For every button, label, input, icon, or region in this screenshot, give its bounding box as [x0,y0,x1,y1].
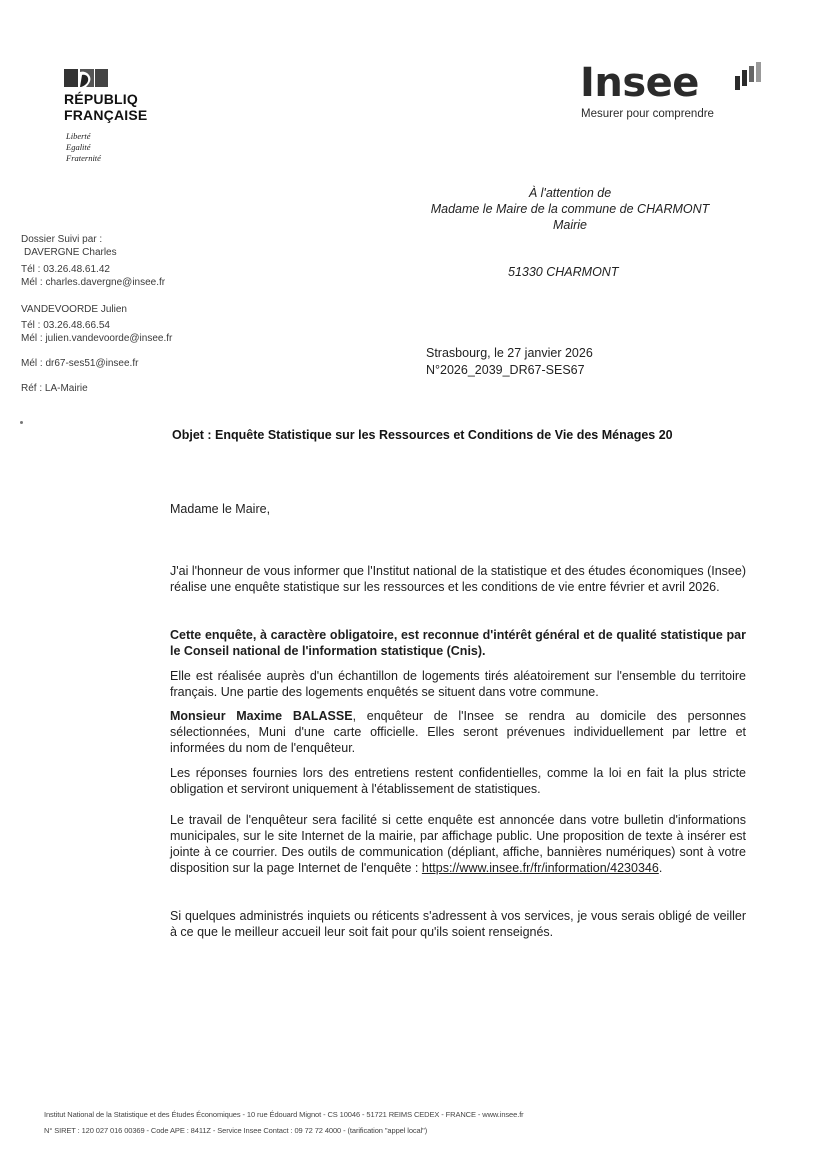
date-block [426,345,593,379]
republique-francaise-logo [64,69,184,169]
generic-mail: Mél : dr67-ses51@insee.fr [21,358,139,369]
addressee-line-1: À l'attention de [528,186,612,200]
paragraph-5: Les réponses fournies lors des entretiens restent confidentielles, comme la loi en fait la plus stricte obligation et serviront uniquement à l'établissement de statistiques. [170,766,746,796]
addressee-line-3: Mairie [552,218,588,232]
rf-title-line1: RÉPUBLIQ [64,91,138,107]
paragraph-4 [170,708,746,756]
rf-motto-egalite: Egalité [66,142,91,152]
contact2-tel: Tél : 03.26.48.66.54 [21,320,110,331]
paragraph-6-text: Le travail de l'enquêteur sera facilité si cette enquête est annoncée dans votre bulletin d'informations municipales, sur le site Internet de la mairie, par affichage public. Une proposition de texte à insérer est jointe à ce courrier. Des outils de communication (dépliant, affiche, bannières numériques) sont à votre disposition sur la page Internet de l'enquête : [170,813,746,875]
paragraph-1: J'ai l'honneur de vous informer que l'Institut national de la statistique et des études économiques (Insee) réalise une enquête statistique sur les ressources et les conditions de vie entre février et avril 2026. [170,564,746,594]
paragraph-6-end: . [658,861,663,875]
place-date: Strasbourg, le 27 janvier 2026 [426,346,593,360]
rf-title [64,91,147,123]
addressee-line-2: Madame le Maire de la commune de CHARMONT [430,202,710,216]
contact1-name: DAVERGNE Charles [24,247,117,258]
follow-up-label: Dossier Suivi par : [21,234,103,245]
footer-line-1: Institut National de la Statistique et des Études Économiques - 10 rue Édouard Mignot - CS 10046 - 51721 REIMS CEDEX - FRANCE - www.insee.fr [44,1110,524,1119]
rf-title-line2: FRANÇAISE [64,107,148,123]
addressee-block [400,185,740,233]
insee-tagline: Mesurer pour comprendre [581,108,714,120]
insee-wordmark: Insee [580,60,699,106]
rf-motto-liberte: Liberté [66,131,91,141]
rf-motto-fraternite: Fraternité [66,153,101,163]
paragraph-4-rest: , enquêteur de l'Insee se rendra au domicile des personnes sélectionnées, Muni d'une carte officielle. Elles seront prévenues individuellement par lettre et informées du nom de l'enquêteur. [170,709,747,755]
marianne-icon [64,69,108,87]
paragraph-6 [170,812,746,876]
addressee-postal: 51330 CHARMONT [508,265,619,279]
contact2-mail: Mél : julien.vandevoorde@insee.fr [21,333,173,344]
enquete-link[interactable]: https://www.insee.fr/fr/information/4230346 [421,861,659,875]
paragraph-7: Si quelques administrés inquiets ou réticents s'adressent à vos services, je vous serais obligé de veiller à ce que le meilleur accueil leur soit fait pour qu'ils soient renseignés. [170,909,746,939]
rf-motto [66,131,101,164]
paragraph-2: Cette enquête, à caractère obligatoire, est reconnue d'intérêt général et de qualité statistique par le Conseil national de l'information statistique (Cnis). [170,628,746,658]
insee-bars-icon [735,62,761,94]
contact1-mail: Mél : charles.davergne@insee.fr [21,277,166,288]
letter-number: N°2026_2039_DR67-SES67 [426,363,585,377]
scan-mark [20,421,23,424]
paragraph-3: Elle est réalisée auprès d'un échantillon de logements tirés aléatoirement sur l'ensemble du territoire français. Une partie des logements enquêtés se situent dans votre commune. [170,669,746,699]
salutation: Madame le Maire, [170,502,271,516]
contact1-tel: Tél : 03.26.48.61.42 [21,264,110,275]
footer-line-2: N° SIRET : 120 027 016 00369 - Code APE : 8411Z - Service Insee Contact : 09 72 72 4000 - (tarification "appel local") [44,1126,428,1135]
subject: Objet : Enquête Statistique sur les Ressources et Conditions de Vie des Ménages 20 [172,428,673,442]
contact2-name: VANDEVOORDE Julien [21,304,127,315]
reference: Réf : LA-Mairie [21,383,88,394]
insee-logo [580,60,770,126]
enqueteur-name: Monsieur Maxime BALASSE [170,709,353,723]
